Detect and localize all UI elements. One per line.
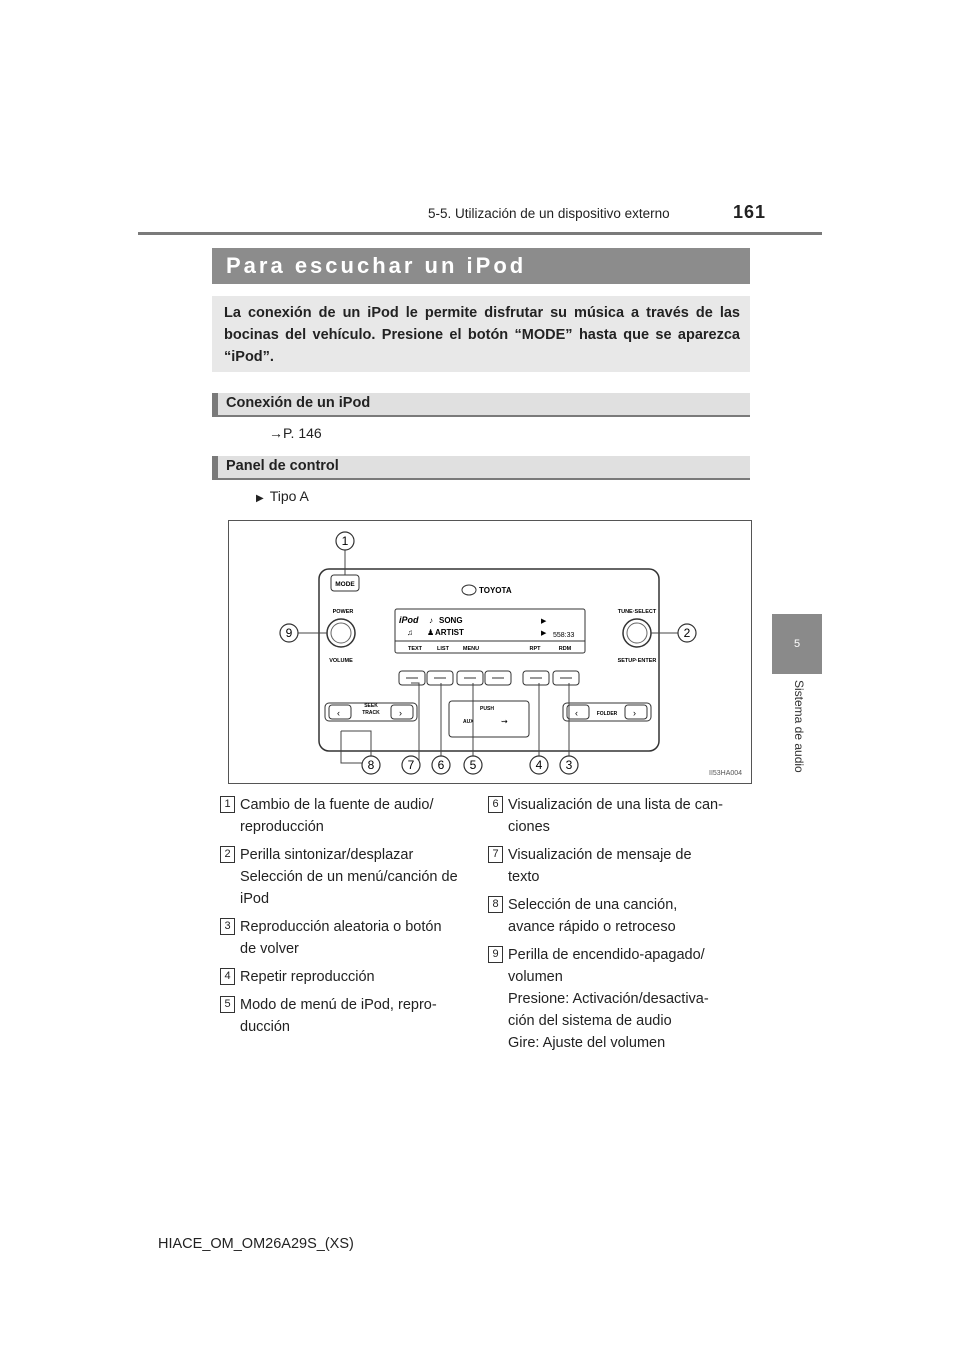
- seek-back-button[interactable]: [329, 705, 351, 719]
- chevron-right-icon-2: ›: [633, 708, 636, 718]
- chapter-tab: 5: [772, 614, 822, 674]
- legend-item-7: [488, 844, 740, 888]
- display-artist: ARTIST: [435, 628, 464, 637]
- arrow-icon: →: [269, 425, 283, 441]
- callout-number-1: 1: [341, 534, 349, 548]
- play-icon: ▶: [541, 618, 547, 625]
- type-label: [256, 488, 309, 504]
- legend-item-6: [488, 794, 740, 838]
- power-label: POWER: [332, 609, 354, 615]
- chevron-left-icon: ‹: [337, 708, 340, 718]
- callout-number-5: 5: [469, 758, 477, 772]
- legend-number-5: 5: [220, 996, 235, 1013]
- folder-label: FOLDER: [596, 711, 618, 717]
- legend-text: volumen: [508, 969, 563, 985]
- page-number: 161: [733, 202, 767, 222]
- legend-text: avance rápido o retroceso: [508, 919, 676, 935]
- legend-text: iPod: [240, 891, 270, 907]
- push-label: PUSH: [480, 706, 494, 712]
- aux-label: AUX: [463, 719, 474, 725]
- callout-number-6: 6: [437, 758, 445, 772]
- footer-code: HIACE_OM_OM26A29S_(XS): [158, 1236, 354, 1252]
- panel-heading-bar: [212, 456, 750, 480]
- page-ref-link[interactable]: P. 146: [283, 425, 322, 441]
- tune-select-label: TUNE·SELECT: [617, 609, 657, 615]
- seek-forward-button[interactable]: [391, 705, 413, 719]
- legend-left-column: [220, 794, 472, 1044]
- legend-text: Repetir reproducción: [240, 969, 375, 985]
- legend-item-3: [220, 916, 472, 960]
- brand-label: TOYOTA: [479, 586, 512, 595]
- audio-unit-illustration: [229, 521, 751, 783]
- track-label: TRACK: [362, 710, 380, 716]
- display-button-list: LIST: [437, 646, 449, 652]
- panel-heading: Panel de control: [226, 458, 339, 474]
- seek-label: SEEK: [364, 703, 378, 709]
- display-screen: [395, 609, 585, 653]
- legend-number-4: 4: [220, 968, 235, 985]
- legend-text: Visualización de una lista de can-: [508, 797, 723, 813]
- music-icon: ♫: [407, 628, 413, 637]
- legend-item-2: [220, 844, 472, 910]
- legend-number-1: 1: [220, 796, 235, 813]
- setup-enter-label: SETUP·ENTER: [617, 658, 657, 664]
- legend-item-4: [220, 966, 472, 988]
- play-icon-2: ▶: [541, 630, 547, 637]
- mode-label: MODE: [335, 581, 355, 588]
- display-button-menu: MENU: [462, 646, 480, 652]
- display-time: 558:33: [553, 632, 575, 639]
- callout-number-7: 7: [407, 758, 415, 772]
- display-button-rpt: RPT: [529, 646, 541, 652]
- intro-box: [212, 296, 750, 372]
- legend-text: Cambio de la fuente de audio/: [240, 797, 434, 813]
- person-icon: ♟: [427, 628, 435, 637]
- legend-number-6: 6: [488, 796, 503, 813]
- legend-text: Reproducción aleatoria o botón: [240, 919, 442, 935]
- legend-right-column: [488, 794, 740, 1060]
- connection-ref: [269, 425, 322, 441]
- legend-text: Modo de menú de iPod, repro-: [240, 997, 437, 1013]
- connection-heading: Conexión de un iPod: [226, 395, 371, 411]
- legend-text: Gire: Ajuste del volumen: [508, 1035, 666, 1051]
- control-panel-figure: [228, 520, 752, 784]
- legend-text: ción del sistema de audio: [508, 1013, 672, 1029]
- note-icon: ♪: [429, 616, 433, 625]
- connection-heading-bar: [212, 393, 750, 417]
- legend-item-5: [220, 994, 472, 1038]
- legend-text: Visualización de mensaje de: [508, 847, 692, 863]
- legend-text: texto: [508, 869, 540, 885]
- callout-number-4: 4: [535, 758, 543, 772]
- legend-number-7: 7: [488, 846, 503, 863]
- page-title: Para escuchar un iPod: [226, 253, 527, 278]
- usb-icon: ⇝: [501, 717, 508, 726]
- chevron-left-icon-2: ‹: [575, 708, 578, 718]
- folder-back-button[interactable]: [567, 705, 589, 719]
- legend-text: de volver: [240, 941, 299, 957]
- legend-number-2: 2: [220, 846, 235, 863]
- chapter-label: Sistema de audio: [792, 680, 806, 773]
- legend-number-9: 9: [488, 946, 503, 963]
- callout-number-2: 2: [683, 626, 691, 640]
- chevron-right-icon: ›: [399, 708, 402, 718]
- display-ipod: iPod: [399, 615, 419, 625]
- display-song: SONG: [439, 616, 463, 625]
- legend-text: ducción: [240, 1019, 290, 1035]
- intro-text: La conexión de un iPod le permite disfrutar su música a través de las bocinas del vehículo. Presione el botón “MODE” hasta que se aparezca “iPod”.: [224, 305, 740, 365]
- legend-text: reproducción: [240, 819, 324, 835]
- legend-text: Perilla de encendido-apagado/: [508, 947, 705, 963]
- volume-label: VOLUME: [329, 658, 353, 664]
- legend-text: Selección de un menú/canción de: [240, 869, 458, 885]
- legend-number-8: 8: [488, 896, 503, 913]
- callout-number-9: 9: [285, 626, 293, 640]
- display-button-rdm: RDM: [558, 646, 572, 652]
- legend-text: Selección de una canción,: [508, 897, 678, 913]
- legend-text: Presione: Activación/desactiva-: [508, 991, 709, 1007]
- folder-forward-button[interactable]: [625, 705, 647, 719]
- legend-item-8: [488, 894, 740, 938]
- legend-item-1: [220, 794, 472, 838]
- display-button-text: TEXT: [407, 646, 423, 652]
- callout-number-8: 8: [367, 758, 375, 772]
- figure-code: II53HA004: [709, 770, 743, 777]
- header-rule: [138, 232, 822, 235]
- type-a-label: Tipo A: [269, 488, 309, 504]
- triangle-icon: ▶: [256, 493, 264, 504]
- section-header: 5-5. Utilización de un dispositivo externo: [428, 206, 670, 221]
- legend-text: Perilla sintonizar/desplazar: [240, 847, 414, 863]
- legend-number-3: 3: [220, 918, 235, 935]
- callout-number-3: 3: [565, 758, 573, 772]
- title-bar: [212, 248, 750, 284]
- legend-item-9: [488, 944, 740, 1054]
- legend-text: ciones: [508, 819, 550, 835]
